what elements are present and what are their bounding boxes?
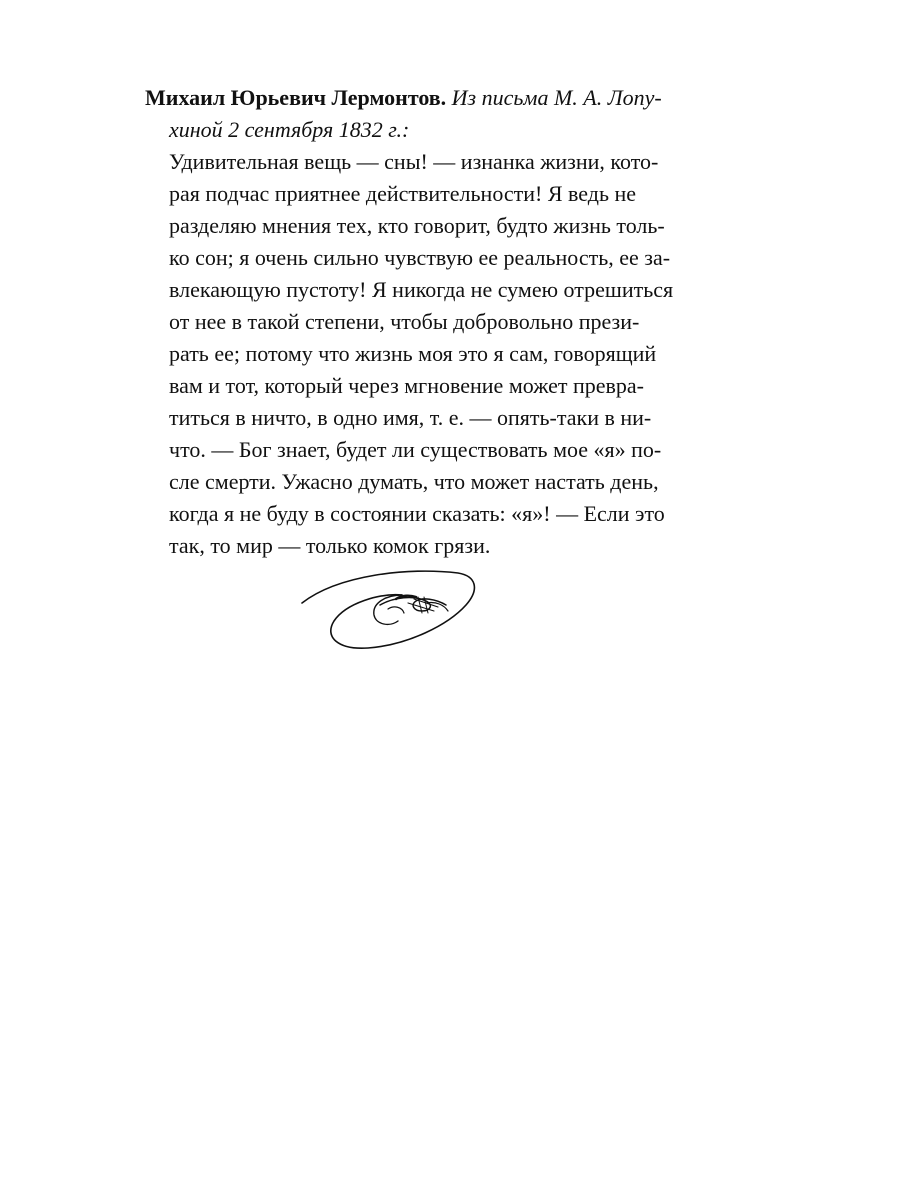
- author-name: Михаил Юрьевич Лермонтов.: [145, 85, 447, 110]
- quote-line: титься в ничто, в одно имя, т. е. — опять-таки в ни-: [169, 405, 652, 430]
- quote-line: когда я не буду в состоянии сказать: «я»! — Если это: [169, 501, 665, 526]
- entry-heading-line: [145, 82, 697, 114]
- quote-line: так, то мир — только комок грязи.: [169, 533, 491, 558]
- quote-line: сле смерти. Ужасно думать, что может настать день,: [169, 469, 659, 494]
- quote-line: рая подчас приятнее действительности! Я ведь не: [169, 181, 637, 206]
- quote-line: влекающую пустоту! Я никогда не сумею отрешиться: [169, 277, 674, 302]
- quote-line: разделяю мнения тех, кто говорит, будто жизнь толь-: [169, 213, 665, 238]
- quote-line: рать ее; потому что жизнь моя это я сам, говорящий: [169, 341, 657, 366]
- quote-line: Удивительная вещь — сны! — изнанка жизни, кото-: [169, 149, 659, 174]
- quote-line: от нее в такой степени, чтобы добровольно прези-: [169, 309, 640, 334]
- quote-line: вам и тот, который через мгновение может превра-: [169, 373, 644, 398]
- quote-line: ко сон; я очень сильно чувствую ее реальность, ее за-: [169, 245, 671, 270]
- swirl-flourish-icon: [298, 565, 483, 655]
- quote-entry: [145, 82, 697, 562]
- source-line-1: Из письма М. А. Лопу-: [451, 85, 662, 110]
- source-line-2: хиной 2 сентября 1832 г.:: [169, 117, 410, 142]
- quote-line: что. — Бог знает, будет ли существовать мое «я» по-: [169, 437, 662, 462]
